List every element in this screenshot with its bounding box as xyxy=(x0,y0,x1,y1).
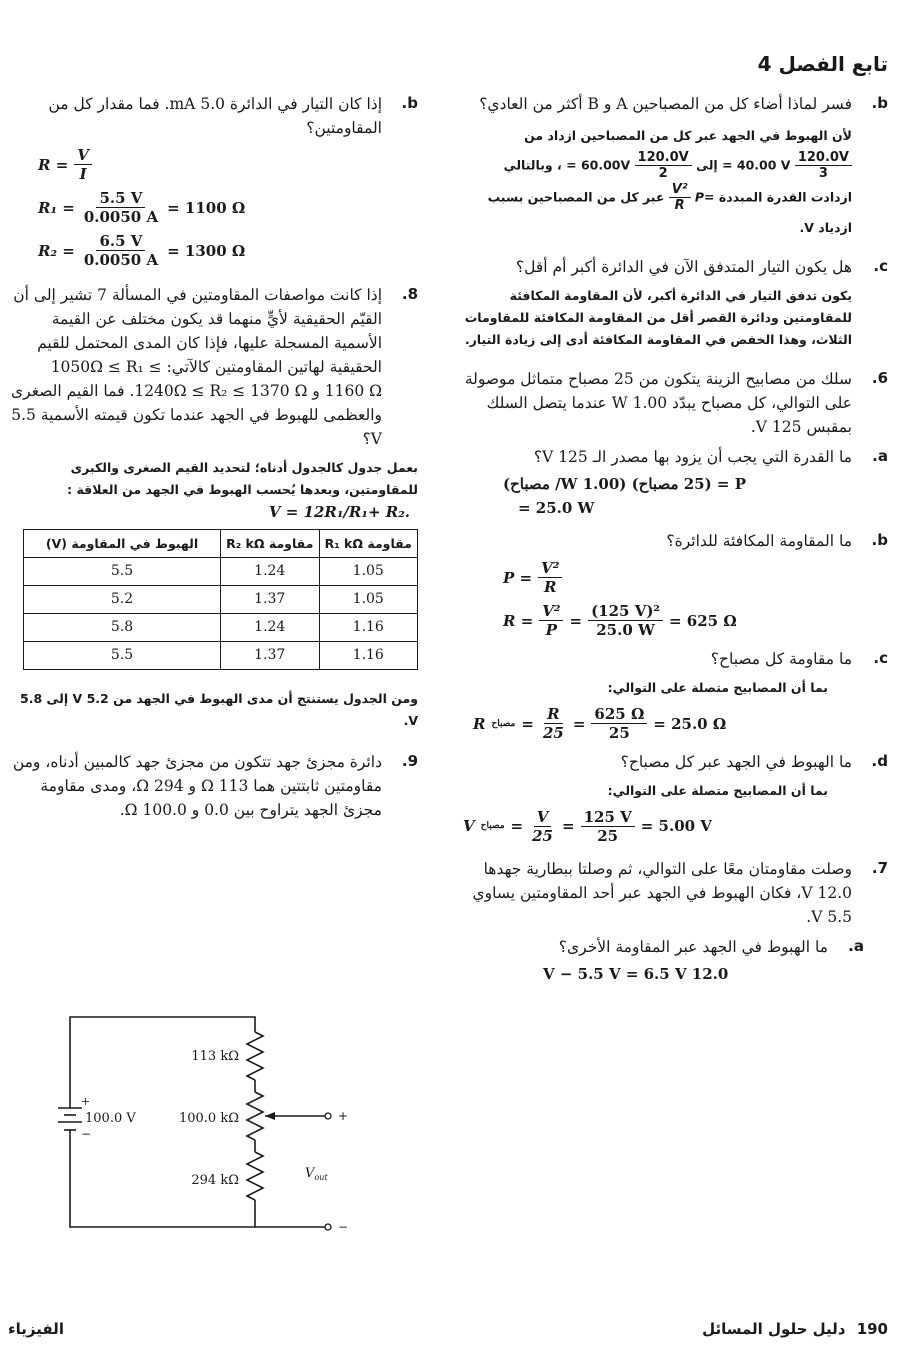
label-battery: 100.0 V xyxy=(85,1111,136,1126)
table-header: مقاومة R₁ kΩ xyxy=(319,529,418,557)
page-number: 190 xyxy=(856,1320,888,1338)
answer-6c: بما أن المصابيح متصلة على التوالي: xyxy=(607,680,828,696)
footer-guide xyxy=(702,1320,888,1338)
resistor-294k xyxy=(247,1152,263,1200)
footer-subject: الفيزياء xyxy=(8,1320,64,1338)
table-row: 1.05 1.37 5.2 xyxy=(24,585,418,613)
resistance-table xyxy=(23,529,418,670)
battery-plus: + xyxy=(81,1095,91,1108)
question-7b: b. إذا كان التيار في الدائرة 5.0 mA. فما مقدار كل من المقاومتين؟ xyxy=(48,94,418,138)
battery-minus: − xyxy=(81,1127,92,1141)
equation-6b-1: P = $\frac{\text{V²}}{R}$ xyxy=(463,559,888,596)
potentiometer-100k xyxy=(247,1092,263,1140)
resistor-113k xyxy=(247,1032,263,1080)
table-row: 1.16 1.24 5.8 xyxy=(24,613,418,641)
output-terminal-plus xyxy=(325,1113,331,1119)
out-minus: − xyxy=(338,1220,349,1234)
equation-6c: R مصباح = $\frac{R}{25}$ = $\frac{625 \Omega}{25}$ = 25.0 Ω xyxy=(473,705,727,742)
output-terminal-minus xyxy=(325,1224,331,1230)
chapter-heading: تابع الفصل 4 xyxy=(757,52,888,76)
table-header: مقاومة R₂ kΩ xyxy=(221,529,320,557)
equation-6b-2: R = $\frac{\text{V²}}{P}$ = $\frac{\text{(125 V)²}}{25.0 W}$ = 625 Ω xyxy=(503,602,737,640)
table-header: الهبوط في المقاومة (V) xyxy=(24,529,221,557)
answer-6d: بما أن المصابيح متصلة على التوالي: xyxy=(607,783,828,799)
question-8: 8. إذا كانت مواصفات المقاومتين في المسألة 7 تشير إلى أن القيّم الحقيقية لأيٍّ منهما قد يكون مختلف عن القيمة الأسمية المسجلة عليها، فإذا كان المدى المحتمل للقيم الحقيقية لهاتين المقاومتين كالآتي: 1050Ω ≤ R₁ ≤ 1160 Ω و 1240Ω ≤ R₂ ≤ 1370 Ω. فما القيم الصغرى والعظمى للهبوط في الجهد عندما تكون قيمته الأسمية 5.5 V؟ xyxy=(11,285,418,449)
question-b: b. فسر لماذا أضاء كل من المصباحين A و B أكثر من العادي؟ xyxy=(479,94,888,113)
answer-c: يكون تدفق التيار في الدائرة أكبر، لأن المقاومة المكافئة للمقاومتين ودائرة القصر أقل من المقاومة المكافئة للمقاومات الثلاث، وهذا الخفض في المقاومة المكافئة أدى إلى زيادة التيار. xyxy=(464,288,852,348)
answer-b: لأن الهبوط في الجهد عبر كل من المصباحين ازداد من $\frac{120.0V}{3}$ = 40.00 V إلى $\frac{120.0V}{2}$ = 60.00V ، وبالتالي ازدادت القدرة المبددة P= $\frac{\text{V²}}{R}$ عبر كل من المصباحين بسبب ازدياد V. xyxy=(487,128,852,235)
equation-7b-3: R₂ = $\frac{6.5 V}{0.0050 A}$ = 1300 Ω xyxy=(38,232,246,270)
label-113k: 113 kΩ xyxy=(191,1049,239,1064)
formula-8: V = 12R₁/R₁+ R₂. xyxy=(268,502,410,521)
question-6d: d. ما الهبوط في الجهد عبر كل مصباح؟ xyxy=(620,752,888,771)
guide-title: دليل حلول المسائل xyxy=(702,1320,846,1338)
conclusion-8: ومن الجدول يستنتج أن مدى الهبوط في الجهد من 5.2 V إلى 5.8 V. xyxy=(20,690,418,728)
equation-7a: V − 5.5 V = 6.5 V 12.0 xyxy=(543,964,729,983)
table-row: 1.05 1.24 5.5 xyxy=(24,557,418,585)
out-plus: + xyxy=(338,1109,349,1123)
question-c: c. هل يكون التيار المتدفق الآن في الدائرة أكبر أم أقل؟ xyxy=(515,257,888,277)
question-6c: c. ما مقاومة كل مصباح؟ xyxy=(710,649,888,669)
question-6: 6. سلك من مصابيح الزينة يتكون من 25 مصباح متماثل موصولة على التوالي، كل مصباح يبدّد 1.00 W عندما يتصل السلك بمقبس 125 V. xyxy=(464,369,888,437)
question-6a: a. ما القدرة التي يجب أن يزود بها مصدر الـ 125 V؟ xyxy=(533,447,888,467)
left-column xyxy=(8,92,418,828)
equation-6a-2: = 25.0 W xyxy=(518,499,595,518)
table-row: 1.16 1.37 5.5 xyxy=(24,641,418,669)
question-9: 9. دائرة مجزئ جهد تتكون من مجزئ جهد كالمبين أدناه، ومن مقاومتين ثابتتين هما 113 Ω و 294 Ω، ومدى مقاومة مجزئ الجهد يتراوح بين 0.0 و 100.0 Ω. xyxy=(12,751,418,819)
right-column xyxy=(463,92,888,989)
voltage-divider-circuit xyxy=(55,1012,355,1242)
question-7a: a. ما الهبوط في الجهد عبر المقاومة الأخرى؟ xyxy=(558,936,864,956)
answer-8: بعمل جدول كالجدول أدناه؛ لتحديد القيم الصغرى والكبرى للمقاومتين، وبعدها يُحسب الهبوط في الجهد من العلاقة : xyxy=(67,460,418,498)
label-100k: 100.0 kΩ xyxy=(178,1111,239,1126)
wiper-arrow xyxy=(265,1112,275,1120)
question-6b: b. ما المقاومة المكافئة للدائرة؟ xyxy=(666,531,888,551)
equation-7b-2: R₁ = $\frac{5.5 V}{0.0050 A}$ = 1100 Ω xyxy=(38,189,246,227)
label-294k: 294 kΩ xyxy=(191,1173,239,1188)
equation-7b-1: R = $\frac{V}{I}$ xyxy=(8,146,418,183)
equation-6d: V مصباح = $\frac{V}{25}$ = $\frac{125 V}{25}$ = 5.00 V xyxy=(463,807,712,845)
equation-6a-1: P = (25 مصباح) (1.00 W/ مصباح) xyxy=(503,475,747,494)
vout-label: $V_{out}$ xyxy=(305,1166,328,1182)
question-7: 7. وصلت مقاومتان معًا على التوالي، ثم وصلتا ببطارية جهدها 12.0 V، فكان الهبوط في الجهد عبر أحد المقاومتين يساوي 5.5 V. xyxy=(472,858,888,926)
